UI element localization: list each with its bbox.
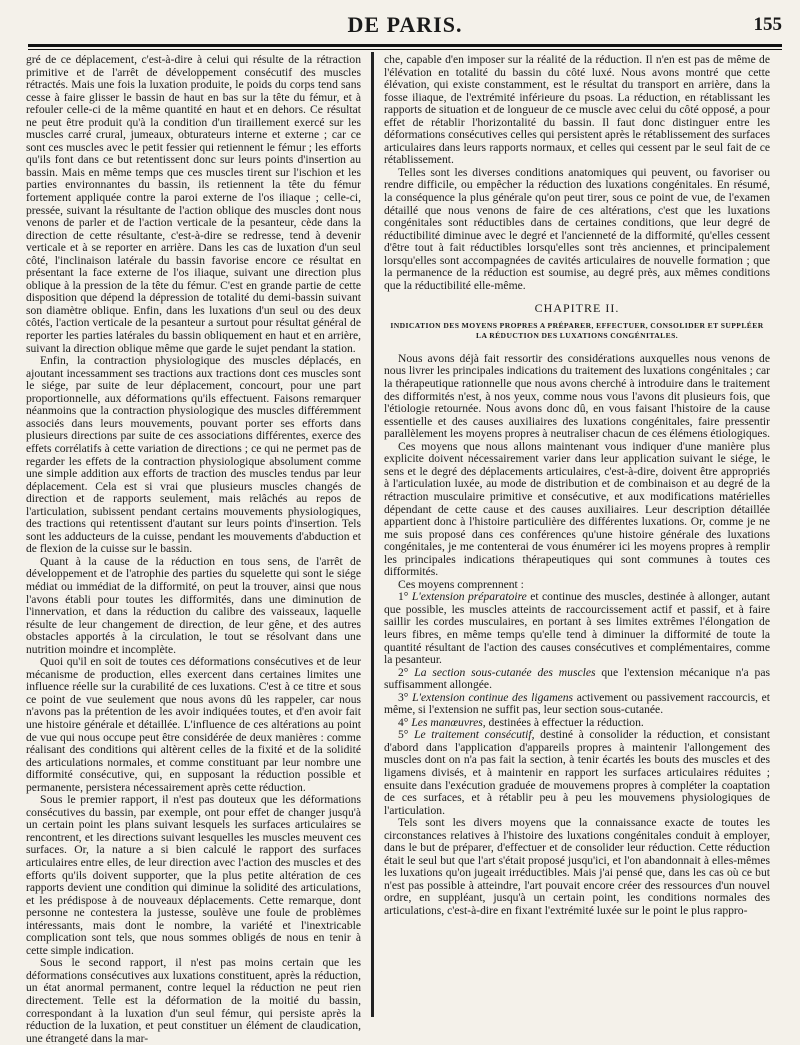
list-number: 1°: [398, 590, 409, 604]
paragraph: gré de ce déplacement, c'est-à-dire à celui qui résulte de la rétraction primitive et de l'arrêt de développement consécutif des muscles rétractés. Mais une fois la luxation produite, le poids du corps tend sans cesse à faire glisser le bassin de haut en bas sur la tête du fémur, et à refouler celle-ci de la même quantité en haut et en dehors. Ce résultat ne peut être produit qu'à la condition d'un tiraillement exercé sur les muscles carré crural, jumeaux, obturateurs interne et externe ; car ce sont ces muscles avec le petit fessier qui retiennent le fémur ; les efforts qu'ils font dans ce but retentissent donc sur leurs points d'insertion au bassin. Mais en même temps que ces muscles tirent sur l'ischion et les parties environnantes du bassin, ils retiennent la tête du fémur fortement appliquée contre la paroi externe de l'os iliaque ; celle-ci, pressée, suivant la résultante de l'action oblique des muscles dont nous venons de parler et de l'action verticale de la pesanteur, cède dans la direction de cette résultante, c'est-à-dire se redresse, tend à devenir verticale et à se reporter en arrière. Dans les cas de luxation d'un seul côté, l'inclinaison latérale du bassin favorise encore ce résultat en présentant la face externe de l'os iliaque, suivant une direction plus oblique à la pression de la tête du fémur. C'est en grande partie de cette disposition que dépend la dépression de totalité du demi-bassin suivant son diamètre oblique. Enfin, dans les luxations d'un seul ou des deux côtés, l'action verticale de la pesanteur a surtout pour résultat général de reporter les parties latérales du bassin obliquement en haut et en arrière, suivant la direction oblique même que garde le sujet pendant la station.: [26, 53, 361, 355]
page-number: 155: [753, 14, 782, 35]
list-number: 5°: [398, 728, 409, 742]
paragraph: che, capable d'en imposer sur la réalité de la réduction. Il n'en est pas de même de l'élévation en totalité du bassin du côté luxé. Nous avons montré que cette élévation, qui existe constamment, est le résultat du transport en arrière, dans la fosse iliaque, de l'extrémité inférieure du psoas. La réduction, en rétablissant les rapports de situation et de longueur de ce muscle avec celui du côté opposé, a pour effet de rétablir l'horizontalité du bassin. Il faut donc distinguer entre les déformations consécutives celles qui persistent après le rétablissement des surfaces articulaires dans leurs rapports normaux, et celles qui cessent par le seul fait de ce rétablissement.: [384, 53, 770, 167]
list-number: 3°: [398, 690, 409, 704]
list-number: 4°: [398, 715, 409, 729]
list-text: que l'extension mécanique n'a pas suffisamment allongée.: [384, 665, 770, 692]
column-divider: [371, 52, 374, 1017]
paragraph: Ces moyens que nous allons maintenant vous indiquer d'une manière plus explicite doivent nécessairement varier dans leur application suivant le siége, le sens et le degré des déplacements articulaires, c'est-à-dire, doivent être appropriés à l'articulation luxée, au mode de distribution et de combinaison et au degré de la rétraction musculaire primitive et consécutive, et aux modifications matérielles dépendant de cette cause et des causes auxiliaires. Leur description détaillée appartient donc à l'histoire particulière des différentes luxations. Or, comme je ne me suis proposé dans ces conférences qu'une histoire générale des luxations congénitales, je me contenterai de vous énumérer ici les moyens propres à remplir les principales indications thérapeutiques qui sont communes à toutes ces difformités.: [384, 439, 770, 579]
list-number: 2°: [398, 665, 409, 679]
list-item: [384, 692, 770, 717]
list-text: destiné à consolider la réduction, et consistant d'abord dans l'application d'appareils propres à maintenir l'allongement des muscles dont on n'a pas fait la section, à tenir écartés les bouts des muscles et des ligamens divisés, et à maintenir en rapport les surfaces articulaires réduites ; ensuite dans l'exécution graduée de mouvemens propres à compléter la coaptation de ces surfaces, et à rétablir peu à peu les mouvemens physiologiques de l'articulation.: [384, 728, 770, 817]
list-item: [384, 729, 770, 817]
header-rule-thin: [28, 49, 782, 50]
page-header: [28, 10, 782, 44]
list-term: La section sous-cutanée des muscles: [414, 665, 596, 679]
paragraph: Sous le premier rapport, il n'est pas douteux que les déformations consécutives du bassin, par exemple, ont pour effet de changer jusqu'à un certain point les plans suivant lesquels les surfaces articulaires se rencontrent, et les directions suivant lesquelles les muscles meuvent ces surfaces. Or, la nature a si bien calculé le rapport des surfaces articulaires entre elles, de leur direction avec l'action des muscles et des efforts qu'ils doivent supporter, que la plus petite altération de ces rapports devient une condition qui diminue la solidité des articulations, et les prédispose à de nouveaux déplacements. Cette remarque, dont personne ne contestera la justesse, soulève une foule de problèmes intéressants, mais dont le nombre, la variété et l'inextricable complication sont tels, que nous sommes obligés de nous en tenir à cette simple indication.: [26, 793, 361, 957]
paragraph: Tels sont les divers moyens que la connaissance exacte de toutes les circonstances relatives à l'histoire des luxations congénitales conduit à employer, dans le but de préparer, d'effectuer et de consolider leur réduction. Cette réduction était le seul but que l'art s'était proposé jusqu'ici, et l'on abandonnait à elles-mêmes les luxations qu'on jugeait irréductibles. Mais j'ai pensé que, dans les cas où ce but n'est pas possible à atteindre, l'art pouvait encore créer des ressources d'un nouvel ordre, en suppléant, jusqu'à un certain point, les conditions normales des articulations, c'est-à-dire en fixant l'extrémité luxée sur le point le plus rappro-: [384, 816, 770, 917]
paragraph: Sous le second rapport, il n'est pas moins certain que les déformations consécutives aux luxations constituent, après la réduction, un état anormal permanent, contre lequel la réduction ne peut rien directement. Telle est la déformation de la moitié du bassin, correspondant à la luxation d'un seul fémur, qui persiste après la réduction de la luxation, et peut constituer un élément de claudication, une étrangeté dans la mar-: [26, 956, 361, 1045]
header-rule-thick: [28, 44, 782, 47]
paragraph: Enfin, la contraction physiologique des muscles déplacés, en ajoutant incessamment ses tractions aux tractions dont ces muscles sont le siége, par suite de leur déplacement, concourt, pour une part proportionnelle, aux déformations qu'ils effectuent. Faisons remarquer néanmoins que la contraction physiologique des muscles différemment associés dans leurs mouvements, pouvant porter ses efforts dans plusieurs directions par suite de ces associations différentes, exerce des effets corrélatifs à cette variation de directions ; ce qui ne permet pas de regarder les effets de la contraction physiologique absolument comme une simple addition aux efforts de traction des muscles tendus par leur déplacement. Cela est si vrai que plusieurs muscles changés de direction et de rapports seulement, mais relâchés au repos de l'articulation, subissent pendant certains mouvements physiologiques, des tractions qui retentissent d'autant sur leurs points d'insertion. Tels sont les adducteurs de la cuisse, pendant les mouvements d'abduction et de flexion de la cuisse sur le bassin.: [26, 354, 361, 556]
left-column: [26, 53, 361, 1045]
paragraph: Quoi qu'il en soit de toutes ces déformations consécutives et de leur mécanisme de production, elles exercent dans certaines limites une influence réelle sur la curabilité de ces luxations. C'est à ce titre et sous ce point de vue seulement que nous avons dû les rappeler, car nous n'avons pas la prétention de les avoir indiquées toutes, et d'en avoir fait une histoire générale et détaillée. L'influence de ces altérations au point de vue qui nous occupe peut être considérée de deux manières : comme réalisant des conditions qui altèrent celles de la fixité et de la solidité des articulations normales, et comme constituant par leur nombre une difformité consécutive, qui, en supposant la réduction possible et permanente, persistera nécessairement après cette réduction.: [26, 655, 361, 794]
list-text: activement ou passivement raccourcis, et même, si l'extension ne suffit pas, leur section sous-cutanée.: [384, 690, 771, 717]
chapter-heading: CHAPITRE II.: [534, 301, 620, 316]
list-term: L'extension préparatoire: [411, 590, 527, 604]
list-term: Les manœuvres,: [411, 715, 486, 729]
paragraph: Telles sont les diverses conditions anatomiques qui peuvent, ou favoriser ou rendre difficile, ou empêcher la réduction des luxations congénitales. En résumé, la conséquence la plus générale qu'on peut tirer, sous ce point de vue, de l'examen détaillé que nous venons de faire de ces altérations, c'est que les luxations congénitales sont réductibles dans de certaines conditions, que leur degré de réductibilité diminue avec le degré et l'ancienneté de la difformité, qu'elles cessent d'être tout à fait réductibles lorsqu'elles sont très anciennes, et principalement lorsqu'elles sont accompagnées de cavités articulaires de nouvelle formation ; que la permanence de la réduction est soumise, au degré près, aux mêmes conditions que la réductibilité elle-même.: [384, 165, 770, 292]
paragraph: Quant à la cause de la réduction en tous sens, de l'arrêt de développement et de l'atrophie des parties du squelette qui sont le siége médiat ou immédiat de la difformité, on peut la trouver, ainsi que nous l'avons établi pour toutes les difformités, dans une diminution de l'innervation, et dans la réduction du calibre des vaisseaux, laquelle résulte de leur changement de direction, de leur gêne, et des autres obstacles apportés à la circulation, le tout se résolvant dans une nutrition moindre et incomplète.: [26, 554, 361, 656]
list-term: Le traitement consécutif,: [414, 728, 535, 742]
paragraph: Nous avons déjà fait ressortir des considérations auxquelles nous venons de nous livrer les principales indications du traitement des luxations congénitales ; car la thérapeutique rationnelle que nous avons cherché à introduire dans le traitement des difformités n'est, à nos yeux, comme nous vous l'avons dit plusieurs fois, que l'étiologie retournée. Nous avons donc dû, en vous faisant l'histoire de la cause essentielle et des causes auxiliaires des luxations congénitales, faire pressentir parallèlement les moyens propres à neutraliser chacun de ces élémens étiologiques.: [384, 351, 770, 441]
list-item: [384, 591, 770, 666]
right-column: [384, 54, 770, 1016]
list-text: destinées à effectuer la réduction.: [485, 715, 644, 729]
list-item: [384, 667, 770, 692]
list-intro: Ces moyens comprennent :: [398, 577, 524, 591]
list-term: L'extension continue des ligamens: [412, 690, 574, 704]
running-title: DE PARIS.: [347, 12, 463, 37]
list-text: et continue des muscles, destinée à allonger, autant que possible, les muscles atteints de raccourcissement actif et passif, et à faire saillir les cordes musculaires, en portant à ses limites extrêmes l'élongation de leurs fibres, en même temps qu'elle tend à diminuer la difformité de toute la quantité résultant de l'action des causes consécutives et complémentaires, comme la pesanteur.: [384, 590, 770, 667]
chapter-summary: INDICATION DES MOYENS PROPRES A PRÉPARER, EFFECTUER, CONSOLIDER ET SUPPLÉER LA RÉDUCTION DES LUXATIONS CONGÉNITALES.: [390, 320, 764, 340]
